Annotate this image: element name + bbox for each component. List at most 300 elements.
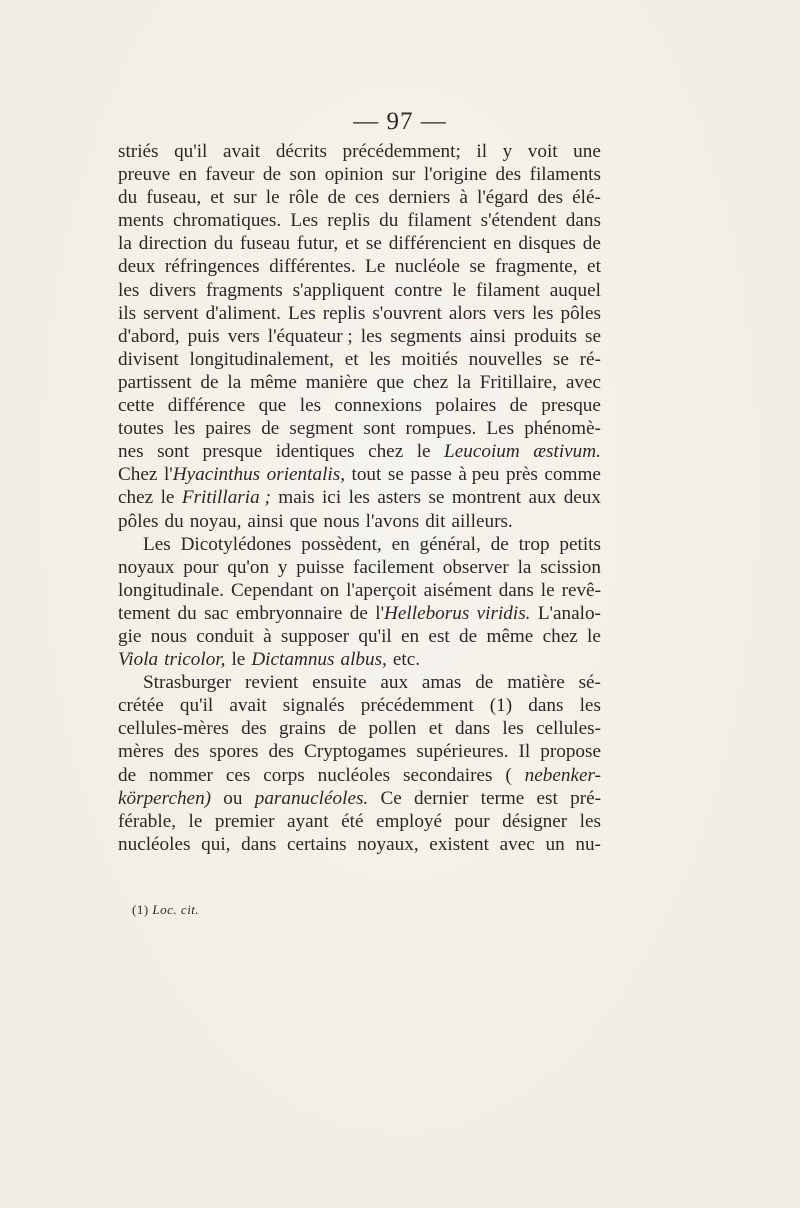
word: réfringences <box>164 256 260 278</box>
word: albus, <box>340 649 387 671</box>
body-text <box>118 140 601 856</box>
word: phénomè- <box>524 418 601 440</box>
word: l'égard <box>476 187 529 209</box>
word: dernier <box>414 787 469 809</box>
word: Ce <box>380 787 402 809</box>
word: pôles <box>118 510 159 532</box>
word: de <box>490 533 509 555</box>
text-line <box>118 787 601 810</box>
word: aux <box>528 487 557 509</box>
word: et <box>344 348 359 370</box>
word: sont <box>157 441 190 463</box>
word: sur <box>233 187 257 209</box>
word: montrent <box>451 487 522 509</box>
word: de <box>475 672 494 694</box>
word: noyaux, <box>357 833 419 855</box>
word: différentes. <box>269 256 356 278</box>
word: le <box>540 579 555 601</box>
word: nommer <box>149 764 213 786</box>
footnote-marker: (1) <box>132 902 149 917</box>
word: de <box>349 602 368 624</box>
word: Leucoium <box>444 441 520 463</box>
word: s'ouvrent <box>372 302 442 324</box>
word: deux <box>118 256 156 278</box>
word: les <box>173 418 196 440</box>
word: ainsi <box>469 325 506 347</box>
text-line <box>118 533 601 556</box>
word: décrits <box>275 141 327 162</box>
word: Les <box>287 302 316 324</box>
word: corps <box>263 764 305 786</box>
word: désigner <box>502 810 568 832</box>
word: Chez <box>118 464 158 486</box>
word: polaires <box>435 395 497 417</box>
word: même <box>486 625 534 647</box>
word: à <box>459 187 468 209</box>
word: premier <box>214 810 275 832</box>
word: sont <box>363 418 396 440</box>
word: signalés <box>282 695 345 717</box>
word: avait <box>229 695 267 717</box>
text-line <box>118 764 601 787</box>
word: des <box>173 741 200 763</box>
word: y <box>277 556 288 578</box>
word: dans <box>454 718 491 740</box>
word: l'équateur ; <box>267 325 353 347</box>
text-line <box>118 186 601 209</box>
word: petits <box>559 533 601 555</box>
word: de <box>262 164 282 186</box>
text-line <box>118 833 601 856</box>
word: etc. <box>392 649 421 671</box>
text-line <box>118 209 601 232</box>
text-line <box>118 579 601 602</box>
word: sé- <box>578 672 601 694</box>
word: se <box>469 256 486 278</box>
word: tout <box>351 464 382 486</box>
word: du <box>177 602 197 624</box>
word: faveur <box>205 164 255 186</box>
word: grains <box>278 718 326 740</box>
word: viridis. <box>476 602 531 624</box>
word: d'aliment. <box>205 302 281 324</box>
word: presque <box>202 441 263 463</box>
word: filament <box>407 210 472 232</box>
word: Helleborus <box>384 602 470 624</box>
word: se <box>585 325 601 347</box>
word: Les <box>143 533 171 555</box>
text-line <box>118 325 601 348</box>
text-line <box>118 486 601 509</box>
word: ici <box>321 487 342 509</box>
word: presque <box>541 395 601 417</box>
word: filament <box>475 279 540 301</box>
word: matière <box>507 672 565 694</box>
text-line <box>118 440 601 463</box>
word: servent <box>143 302 199 324</box>
word: un <box>545 833 565 855</box>
word: près <box>505 464 538 486</box>
word: que <box>258 395 287 417</box>
word: ou <box>223 787 243 809</box>
word: passe <box>410 464 452 486</box>
text-line <box>118 302 601 325</box>
word: du <box>164 510 184 532</box>
word: et <box>587 256 601 278</box>
word: moitiés <box>401 348 458 370</box>
word: possèdent, <box>301 533 382 555</box>
word: de <box>582 233 601 255</box>
word: les <box>348 487 370 509</box>
word: ces <box>225 764 251 786</box>
word: cellules-mères <box>118 718 229 740</box>
text-line <box>118 417 601 440</box>
word: les <box>579 810 601 832</box>
word: et <box>428 718 443 740</box>
word: ments <box>118 210 164 232</box>
word: supposer <box>280 625 350 647</box>
word: certains <box>286 833 347 855</box>
word: le <box>416 441 431 463</box>
word: nes <box>118 441 144 463</box>
text-line <box>118 463 601 486</box>
word: le <box>265 187 280 209</box>
word: chez <box>118 487 154 509</box>
word: supérieures. <box>416 741 509 763</box>
word: revient <box>244 672 299 694</box>
word: de <box>459 625 478 647</box>
word: chromatiques. <box>173 210 282 232</box>
word: Les <box>290 210 319 232</box>
text-line <box>118 510 601 533</box>
word: dans <box>565 210 601 232</box>
text-line <box>118 602 601 625</box>
word: de <box>327 187 346 209</box>
word: paires <box>205 418 252 440</box>
word: auquel <box>549 279 601 301</box>
word: en <box>493 233 512 255</box>
word: puis <box>187 325 220 347</box>
word: existent <box>429 833 489 855</box>
word: Dicotylédones <box>180 533 292 555</box>
word: chez <box>413 371 449 393</box>
word: nucléoles <box>118 833 191 855</box>
word: le <box>231 649 246 671</box>
text-line <box>118 648 601 671</box>
word: la <box>517 556 532 578</box>
word: qu'on <box>227 556 270 578</box>
word: Cryptogames <box>304 741 407 763</box>
word: le <box>587 625 601 647</box>
word: sac <box>204 602 229 624</box>
word: de <box>200 371 219 393</box>
word: qu'il <box>179 695 214 717</box>
word: (1) <box>489 695 513 717</box>
word: employé <box>375 810 443 832</box>
word: avec <box>499 833 535 855</box>
word: opinion <box>324 164 384 186</box>
word: pour <box>454 810 490 832</box>
text-line <box>118 394 601 417</box>
word: fuseau <box>239 233 290 255</box>
word: l'aperçoit <box>346 579 417 601</box>
word: produits <box>514 325 577 347</box>
text-line <box>118 255 601 278</box>
word: sur <box>391 164 416 186</box>
word: que <box>289 510 318 532</box>
word: ré- <box>579 348 601 370</box>
word: terme <box>480 787 525 809</box>
word: ainsi <box>247 510 284 532</box>
word: puisse <box>296 556 345 578</box>
word: observer <box>442 556 509 578</box>
word: contre <box>394 279 443 301</box>
word: de <box>261 418 280 440</box>
word: asters <box>377 487 422 509</box>
word: en <box>401 625 420 647</box>
word: les <box>360 325 383 347</box>
word: nu- <box>575 833 601 855</box>
word: revê- <box>561 579 601 601</box>
text-line <box>118 348 601 371</box>
word: aisément <box>423 579 492 601</box>
word: de <box>338 718 357 740</box>
word: secondaires <box>402 764 493 786</box>
word: son <box>289 164 317 186</box>
word: longitudinalement, <box>189 348 334 370</box>
word: fragmente, <box>494 256 578 278</box>
word: vers <box>227 325 260 347</box>
word: segment <box>289 418 354 440</box>
word: se <box>365 233 382 255</box>
word: le <box>160 487 175 509</box>
word: y <box>502 141 513 162</box>
text-line <box>118 671 601 694</box>
word: des <box>241 718 267 740</box>
text-line <box>118 625 601 648</box>
word: tricolor, <box>164 649 226 671</box>
word: l'origine <box>423 164 487 186</box>
word: différence <box>167 395 246 417</box>
word: identiques <box>275 441 355 463</box>
word: nucléoles <box>317 764 391 786</box>
word: nebenker- <box>524 764 601 786</box>
word: est <box>428 625 450 647</box>
word: noyau, <box>189 510 242 532</box>
word: les <box>299 395 322 417</box>
word: pôles <box>560 302 601 324</box>
word: Il <box>518 741 531 763</box>
word: se <box>552 348 569 370</box>
word: se <box>387 464 404 486</box>
word: crétée <box>118 695 164 717</box>
word: que <box>376 371 405 393</box>
text-line <box>118 810 601 833</box>
word: cellules- <box>536 718 601 740</box>
word: en <box>391 533 410 555</box>
word: futur, <box>296 233 339 255</box>
text-line <box>118 163 601 186</box>
word: ( <box>505 764 512 786</box>
word: replis <box>327 210 370 232</box>
word: l' <box>375 602 385 624</box>
word: l'avons <box>365 510 420 532</box>
word: spores <box>209 741 259 763</box>
text-line <box>118 279 601 302</box>
word: dans <box>498 579 534 601</box>
word: il <box>476 141 488 162</box>
word: partissent <box>118 371 192 393</box>
word: alors <box>448 302 487 324</box>
word: le <box>452 279 467 301</box>
word: amas <box>421 672 462 694</box>
word: æstivum. <box>533 441 601 463</box>
word: se <box>428 487 445 509</box>
word: mais <box>278 487 315 509</box>
word: précédemment <box>360 695 474 717</box>
word: orientalis, <box>266 464 345 486</box>
word: nucléole <box>394 256 460 278</box>
word: nous <box>150 625 187 647</box>
word: longitudinale. <box>118 579 225 601</box>
word: des <box>268 741 295 763</box>
text-line <box>118 556 601 579</box>
word: dit <box>425 510 446 532</box>
text-line <box>118 717 601 740</box>
word: ces <box>354 187 380 209</box>
word: qu'il <box>358 625 392 647</box>
word: d'abord, <box>118 325 180 347</box>
word: des <box>495 164 522 186</box>
word: gie <box>118 625 142 647</box>
text-line <box>118 371 601 394</box>
word: mères <box>118 741 164 763</box>
word: Le <box>365 256 386 278</box>
word: facilement <box>352 556 434 578</box>
word: filaments <box>529 164 601 186</box>
word: même <box>250 371 297 393</box>
word: disques <box>518 233 576 255</box>
word: Dictamnus <box>251 649 335 671</box>
word: la <box>457 371 471 393</box>
text-line <box>118 140 601 163</box>
word: est <box>536 787 558 809</box>
word: fuseau, <box>146 187 202 209</box>
word: Fritillaria ; <box>181 487 271 509</box>
word: voit <box>527 141 558 162</box>
word: divisent <box>118 348 179 370</box>
word-group <box>375 602 469 625</box>
page-number: — 97 — <box>353 108 447 135</box>
word: deux <box>563 487 601 509</box>
word: les <box>369 348 391 370</box>
word: avec <box>565 371 601 393</box>
word: chez <box>542 625 578 647</box>
word: la <box>118 233 132 255</box>
word: dans <box>528 695 564 717</box>
word: une <box>573 141 601 162</box>
word: paranucléoles. <box>254 787 369 809</box>
word: scission <box>540 556 601 578</box>
word: dans <box>241 833 277 855</box>
word: s'étendent <box>480 210 557 232</box>
word: différencient <box>388 233 487 255</box>
text-line <box>118 232 601 255</box>
word: aux <box>380 672 409 694</box>
word: les <box>579 695 601 717</box>
footnote-text: Loc. cit. <box>152 902 200 917</box>
word: précédemment; <box>342 141 461 162</box>
word: ayant <box>287 810 329 832</box>
word: trop <box>518 533 550 555</box>
word: L'analo- <box>537 602 601 624</box>
word: la <box>227 371 242 393</box>
word: toutes <box>118 418 164 440</box>
word: pour <box>183 556 219 578</box>
word: vers <box>493 302 526 324</box>
word: replis <box>322 302 366 324</box>
word: en <box>178 164 197 186</box>
word: Fritillaire, <box>479 371 557 393</box>
word: Les <box>486 418 515 440</box>
word: Viola <box>118 649 159 671</box>
word: fragments <box>205 279 283 301</box>
word: l' <box>163 464 173 486</box>
word: striés <box>118 141 159 162</box>
word: des <box>537 187 564 209</box>
word: de <box>118 764 137 786</box>
word: qu'il <box>174 141 208 162</box>
word: du <box>213 233 234 255</box>
text-line <box>118 740 601 763</box>
word: chez <box>368 441 404 463</box>
word: propose <box>540 741 601 763</box>
word: ailleurs. <box>451 510 513 532</box>
word-group <box>164 463 260 486</box>
word: qui, <box>201 833 231 855</box>
word: férable, <box>118 810 177 832</box>
word: élé- <box>572 187 601 209</box>
word: segments <box>390 325 462 347</box>
word: et <box>345 233 359 255</box>
word: manière <box>305 371 368 393</box>
word: ils <box>118 302 137 324</box>
word: divers <box>149 279 197 301</box>
word: les <box>118 279 140 301</box>
word: körperchen) <box>118 787 212 809</box>
word: pollen <box>368 718 417 740</box>
word: Strasburger <box>143 672 232 694</box>
word: rôle <box>288 187 319 209</box>
word: été <box>341 810 364 832</box>
word: embryonnaire <box>235 602 343 624</box>
word: et <box>210 187 225 209</box>
word: de <box>509 395 528 417</box>
word: comme <box>544 464 601 486</box>
footnote <box>132 902 199 918</box>
word: nouvelles <box>468 348 543 370</box>
word: connexions <box>334 395 422 417</box>
word: du <box>379 210 399 232</box>
word: derniers <box>388 187 451 209</box>
word: le <box>188 810 203 832</box>
word: à peu <box>458 464 500 486</box>
word: Hyacinthus <box>172 464 261 486</box>
word: cette <box>118 395 155 417</box>
word: on <box>319 579 340 601</box>
word: Cependant <box>230 579 314 601</box>
word: rompues. <box>405 418 477 440</box>
